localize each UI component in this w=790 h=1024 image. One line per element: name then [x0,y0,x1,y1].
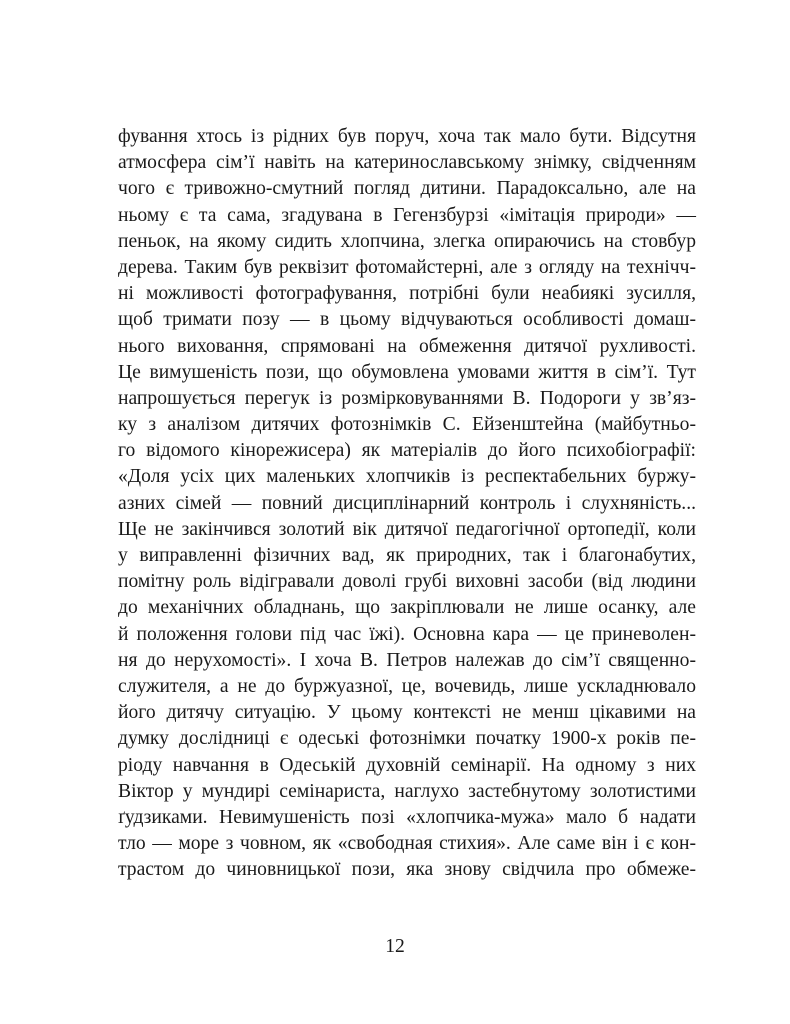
text-line: ні можливості фотографування, потрібні були неабиякі зусилля, [118,283,696,305]
text-line: ньому є та сама, згадувана в Гегензбурзі «імітація природи» — [118,204,696,226]
text-line: помітну роль відігравали доволі грубі виховні засоби (від людини [118,571,696,593]
text-line: щоб тримати позу — в цьому відчуваються особливості домаш- [118,309,696,331]
text-line: служителя, а не до буржуазної, це, вочевидь, лише ускладнювало [118,675,696,697]
text-line: трастом до чиновницької пози, яка знову свідчила про обмеже- [118,859,696,881]
page-body-text [118,124,696,883]
text-line: го відомого кінорежисера) як матеріалів до його психобіографії: [118,440,696,462]
text-line: напрошується перегук із розмірковуваннями В. Подороги у зв’яз- [118,387,696,409]
text-line: й положення голови під час їжі). Основна кара — це приневолен- [118,623,696,645]
text-line: до механічних обладнань, що закріплювали не лише осанку, але [118,597,696,619]
text-line: ку з аналізом дитячих фотознімків С. Ейзенштейна (майбутньо- [118,414,696,436]
text-line: Віктор у мундирі семінариста, наглухо застебнутому золотистими [118,780,696,802]
text-line: Це вимушеність пози, що обумовлена умовами життя в сім’ї. Тут [118,361,696,383]
text-line: його дитячу ситуацію. У цьому контексті не менш цікавими на [118,702,696,724]
text-line: атмосфера сім’ї навіть на катеринославському знімку, свідченням [118,152,696,174]
text-line: фування хтось із рідних був поруч, хоча так мало бути. Відсутня [118,126,696,147]
text-line: «Доля усіх цих маленьких хлопчиків із респектабельних буржу- [118,466,696,488]
text-line: Ще не закінчився золотий вік дитячої педагогічної ортопедії, коли [118,518,696,540]
text-line: ріоду навчання в Одеській духовній семінарії. На одному з них [118,754,696,776]
text-line: ня до нерухомості». І хоча В. Петров належав до сім’ї священно- [118,649,696,671]
text-line: думку дослідниці є одеські фотознімки початку 1900-х років пе- [118,728,696,750]
text-line: у виправленні фізичних вад, як природних, так і благонабутих, [118,545,696,566]
page-number: 12 [385,936,405,957]
text-line: дерева. Таким був реквізит фотомайстерні, але з огляду на технічч- [118,256,696,278]
text-line: чого є тривожно-смутний погляд дитини. Парадоксально, але на [118,178,696,200]
text-line: нього виховання, спрямовані на обмеження дитячої рухливості. [118,335,696,357]
text-line: тло — море з човном, як «свободная стихия». Але саме він і є кон- [118,833,696,855]
text-line: пеньок, на якому сидить хлопчина, злегка опираючись на стовбур [118,230,696,252]
text-line: ґудзиками. Невимушеність позі «хлопчика-мужа» мало б надати [118,806,696,828]
text-line: азних сімей — повний дисциплінарний контроль і слухняність... [118,492,696,514]
